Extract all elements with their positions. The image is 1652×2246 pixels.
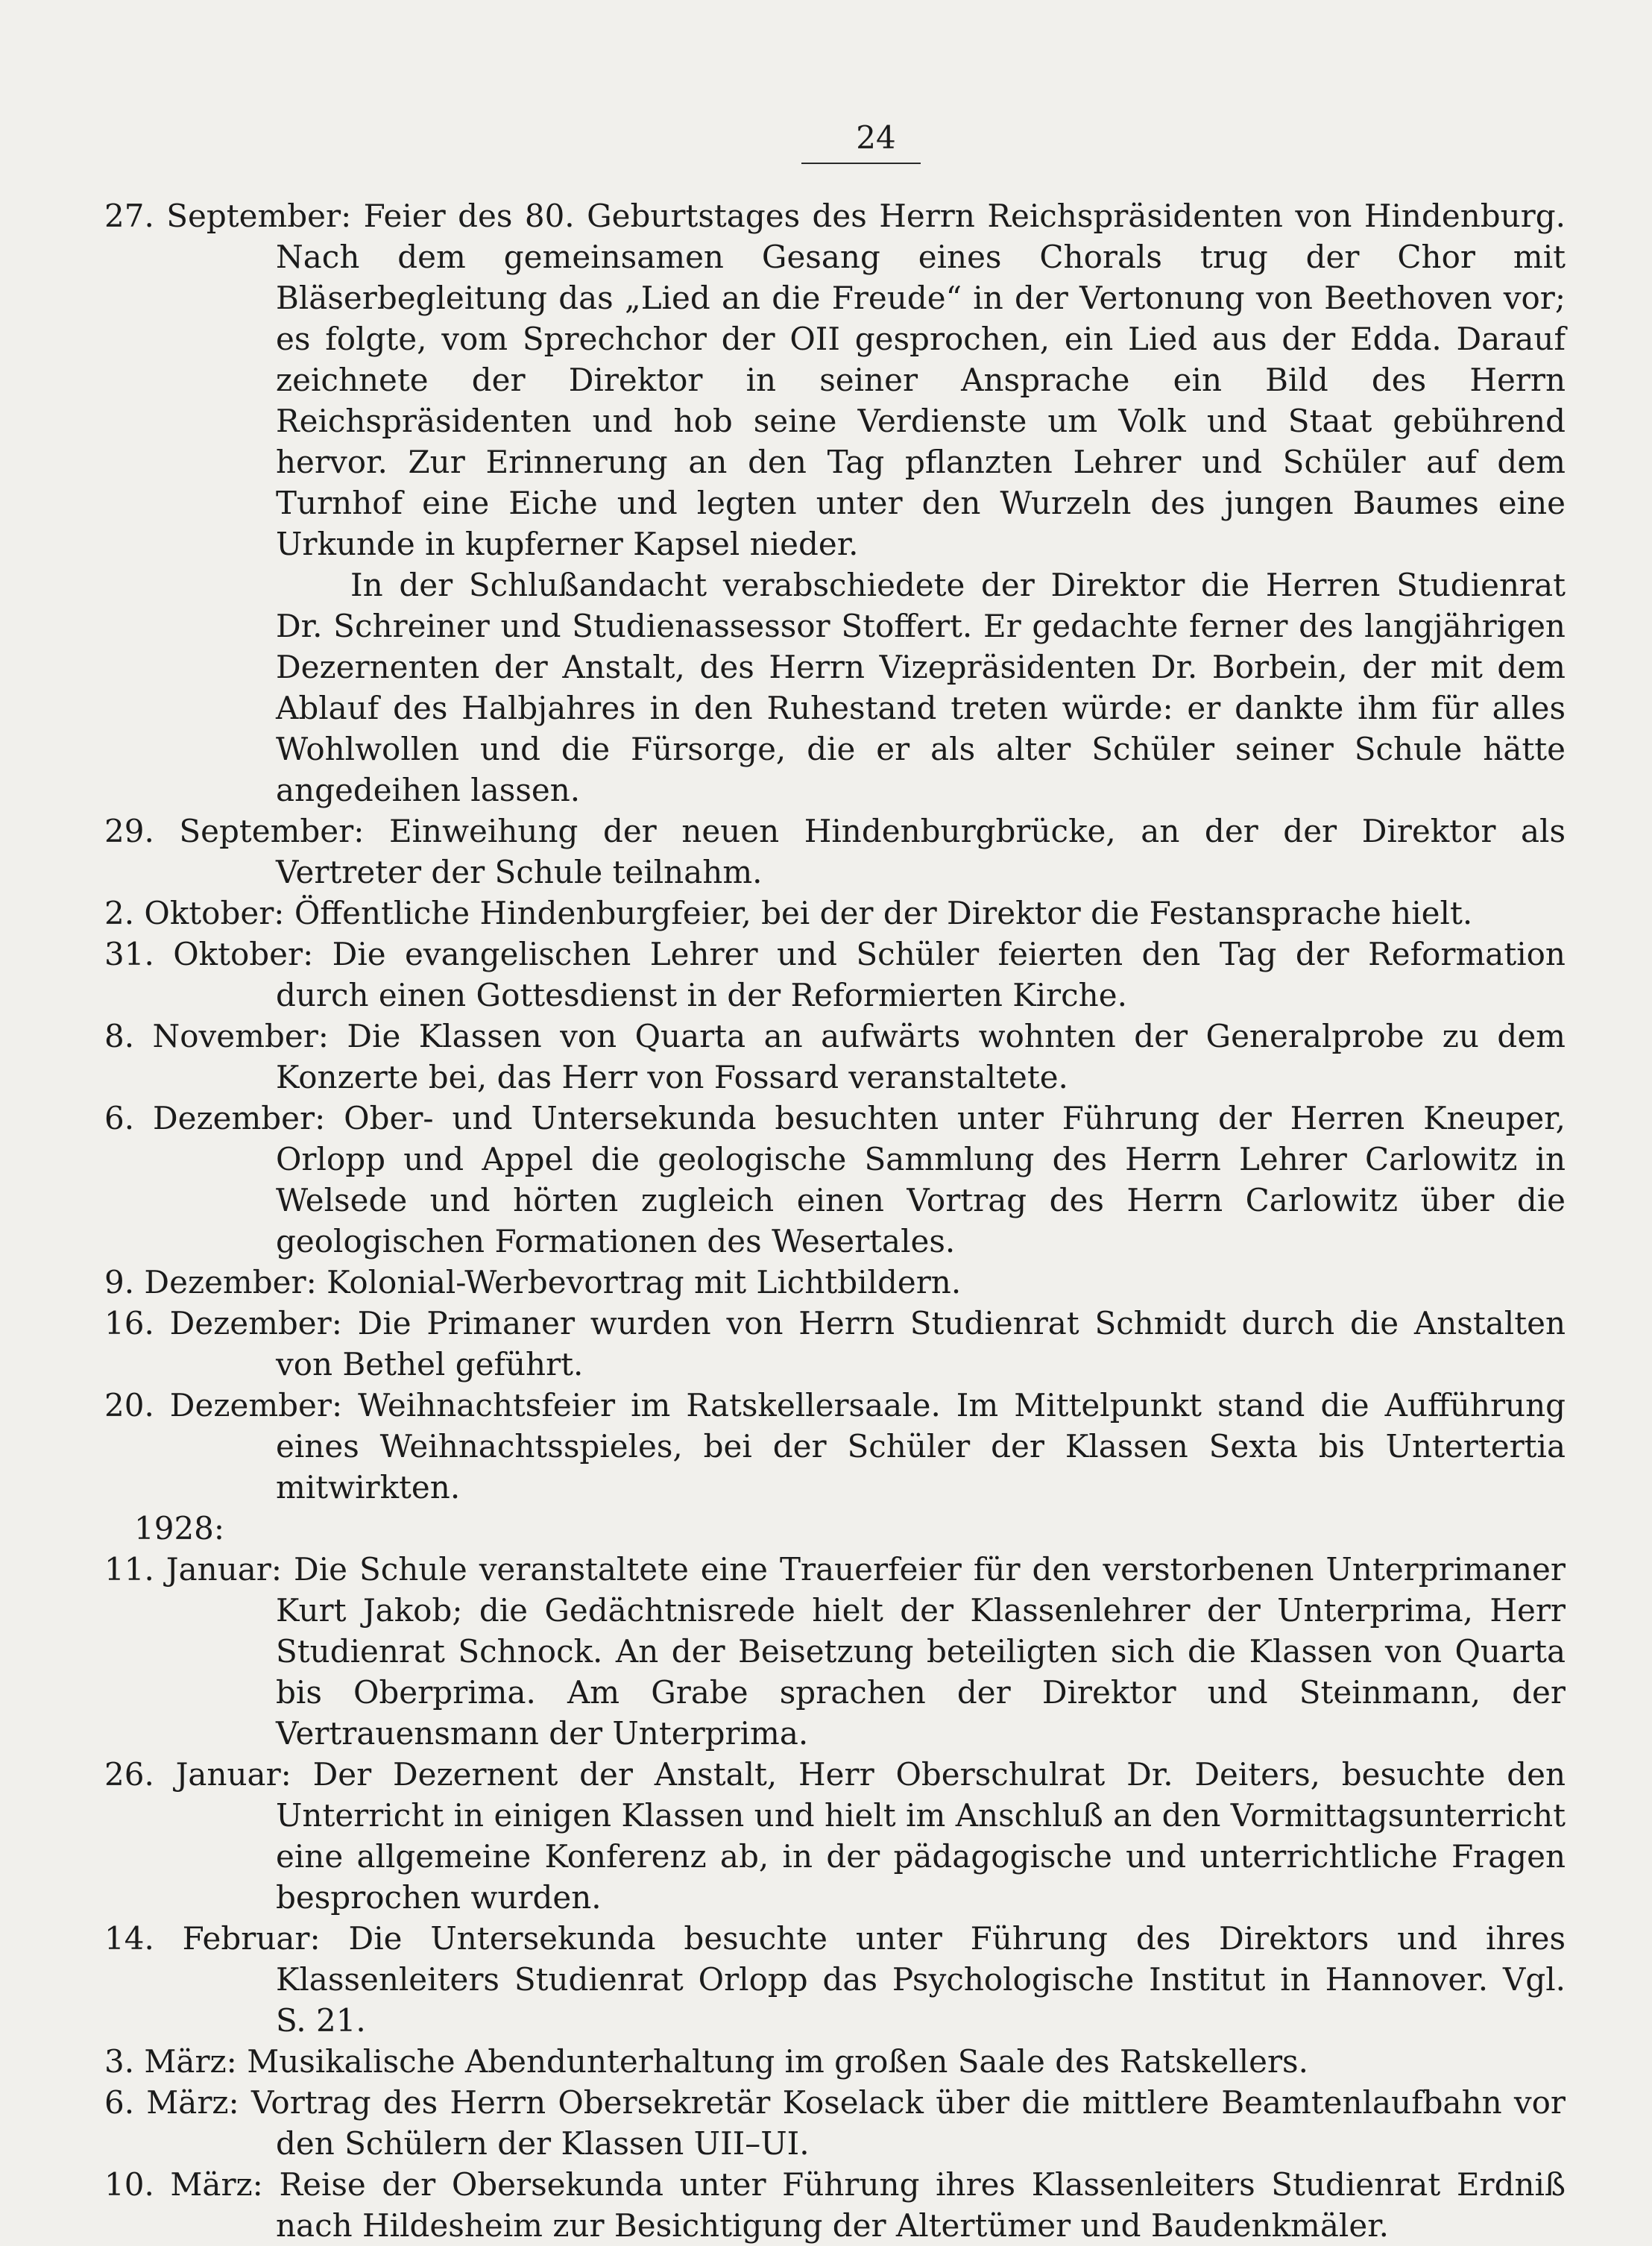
entry-text: Musikalische Abendunterhaltung im großen Saale des Ratskellers.: [247, 2043, 1308, 2080]
entry-text: Die Schule veranstaltete eine Trauerfeier für den verstorbenen Unterprimaner Kurt Jakob; die Gedächtnisrede hielt der Klassenlehrer der Unterprima, Herr Studienrat Schnock. An der Beisetzung beteiligten sich die Klassen von Quarta bis Oberprima. Am Grabe sprachen der Direktor und Steinmann, der Vertrauensmann der Unterprima.: [276, 1551, 1566, 1752]
entry-text: Einweihung der neuen Hindenburgbrücke, an der der Direktor als Vertreter der Schule teilnahm.: [276, 813, 1566, 890]
entry-text: Der Dezernent der Anstalt, Herr Oberschulrat Dr. Deiters, besuchte den Unterricht in einigen Klassen und hielt im Anschluß an den Vormittagsunterricht eine allgemeine Konferenz ab, in der pädagogische und unterrichtliche Fragen besprochen wurden.: [276, 1756, 1566, 1916]
entry-text: Reise der Obersekunda unter Führung ihres Klassenleiters Studienrat Erdniß nach Hildesheim zur Besichtigung der Altertümer und Baudenkmäler.: [276, 2166, 1566, 2244]
entry-date: 10. März:: [104, 2166, 263, 2203]
entry-2-oktober: [104, 893, 1566, 934]
entry-text: Feier des 80. Geburtstages des Herrn Reichspräsidenten von Hindenburg. Nach dem gemeinsamen Gesang eines Chorals trug der Chor mit Bläserbegleitung das „Lied an die Freude“ in der Vertonung von Beethoven vor; es folgte, vom Sprechchor der OII gesprochen, ein Lied aus der Edda. Darauf zeichnete der Direktor in seiner Ansprache ein Bild des Herrn Reichspräsidenten und hob seine Verdienste um Volk und Staat gebührend hervor. Zur Erinnerung an den Tag pflanzten Lehrer und Schüler auf dem Turnhof eine Eiche und legten unter den Wurzeln des jungen Baumes eine Urkunde in kupferner Kapsel nieder.: [276, 198, 1566, 562]
year-heading: 1928:: [134, 1510, 225, 1547]
entry-date: 16. Dezember:: [104, 1305, 342, 1341]
entry-text: Weihnachtsfeier im Ratskellersaale. Im Mittelpunkt stand die Aufführung eines Weihnachtsspieles, bei der Schüler der Klassen Sexta bis Untertertia mitwirkten.: [276, 1387, 1566, 1506]
entry-text: Die Klassen von Quarta an aufwärts wohnten der Generalprobe zu dem Konzerte bei, das Herr von Fossard veranstaltete.: [276, 1018, 1566, 1095]
entry-text: Die Untersekunda besuchte unter Führung des Direktors und ihres Klassenleiters Studienrat Orlopp das Psychologische Institut in Hannover. Vgl. S. 21.: [276, 1920, 1566, 2039]
entry-31-oktober: [104, 934, 1566, 1016]
entry-9-dezember: [104, 1262, 1566, 1303]
entry-20-dezember: [104, 1385, 1566, 1508]
entry-29-september: [104, 811, 1566, 893]
entry-8-november: [104, 1016, 1566, 1098]
page-number-rule: [801, 163, 921, 164]
entry-27-september: [104, 195, 1566, 811]
entry-date: 3. März:: [104, 2043, 237, 2080]
entry-text: Die Primaner wurden von Herrn Studienrat Schmidt durch die Anstalten von Bethel geführt.: [276, 1305, 1566, 1382]
entry-date: 2. Oktober:: [104, 895, 285, 931]
entry-3-maerz: [104, 2041, 1566, 2082]
chronicle-entries: [104, 195, 1566, 2246]
entry-date: 6. März:: [104, 2084, 239, 2121]
entry-text: Die evangelischen Lehrer und Schüler feierten den Tag der Reformation durch einen Gottesdienst in der Reformierten Kirche.: [276, 936, 1566, 1013]
entry-date: 11. Januar:: [104, 1551, 283, 1588]
entry-date: 8. November:: [104, 1018, 329, 1054]
entry-text-paragraph-2: In der Schlußandacht verabschiedete der Direktor die Herren Studienrat Dr. Schreiner und Studienassessor Stoffert. Er gedachte ferner des langjährigen Dezernenten der Anstalt, des Herrn Vizepräsidenten Dr. Borbein, der mit dem Ablauf des Halbjahres in den Ruhestand treten würde: er dankte ihm für alles Wohlwollen und die Fürsorge, die er als alter Schüler seiner Schule hätte angedeihen lassen.: [276, 567, 1566, 808]
entry-text: Ober- und Untersekunda besuchten unter Führung der Herren Kneuper, Orlopp und Appel die geologische Sammlung des Herrn Lehrer Carlowitz in Welsede und hörten zugleich einen Vortrag des Herrn Carlowitz über die geologischen Formationen des Wesertales.: [276, 1100, 1566, 1259]
entry-text: Vortrag des Herrn Obersekretär Koselack über die mittlere Beamtenlaufbahn vor den Schülern der Klassen UII–UI.: [250, 2084, 1566, 2162]
entry-6-maerz: [104, 2082, 1566, 2164]
entry-14-februar: [104, 1918, 1566, 2041]
page-number: 24: [856, 119, 896, 156]
entry-10-maerz: [104, 2164, 1566, 2246]
entry-date: 29. September:: [104, 813, 365, 849]
entry-date: 9. Dezember:: [104, 1264, 317, 1300]
entry-date: 31. Oktober:: [104, 936, 314, 972]
entry-6-dezember: [104, 1098, 1566, 1262]
entry-26-januar: [104, 1754, 1566, 1918]
entry-date: 6. Dezember:: [104, 1100, 326, 1136]
entry-16-dezember: [104, 1303, 1566, 1385]
entry-date: 20. Dezember:: [104, 1387, 343, 1424]
entry-date: 26. Januar:: [104, 1756, 291, 1793]
entry-11-januar: [104, 1549, 1566, 1754]
entry-date: 14. Februar:: [104, 1920, 321, 1957]
entry-text: Kolonial-Werbevortrag mit Lichtbildern.: [327, 1264, 962, 1300]
entry-date: 27. September:: [104, 198, 352, 234]
entry-text: Öffentliche Hindenburgfeier, bei der der Direktor die Festansprache hielt.: [294, 895, 1473, 931]
